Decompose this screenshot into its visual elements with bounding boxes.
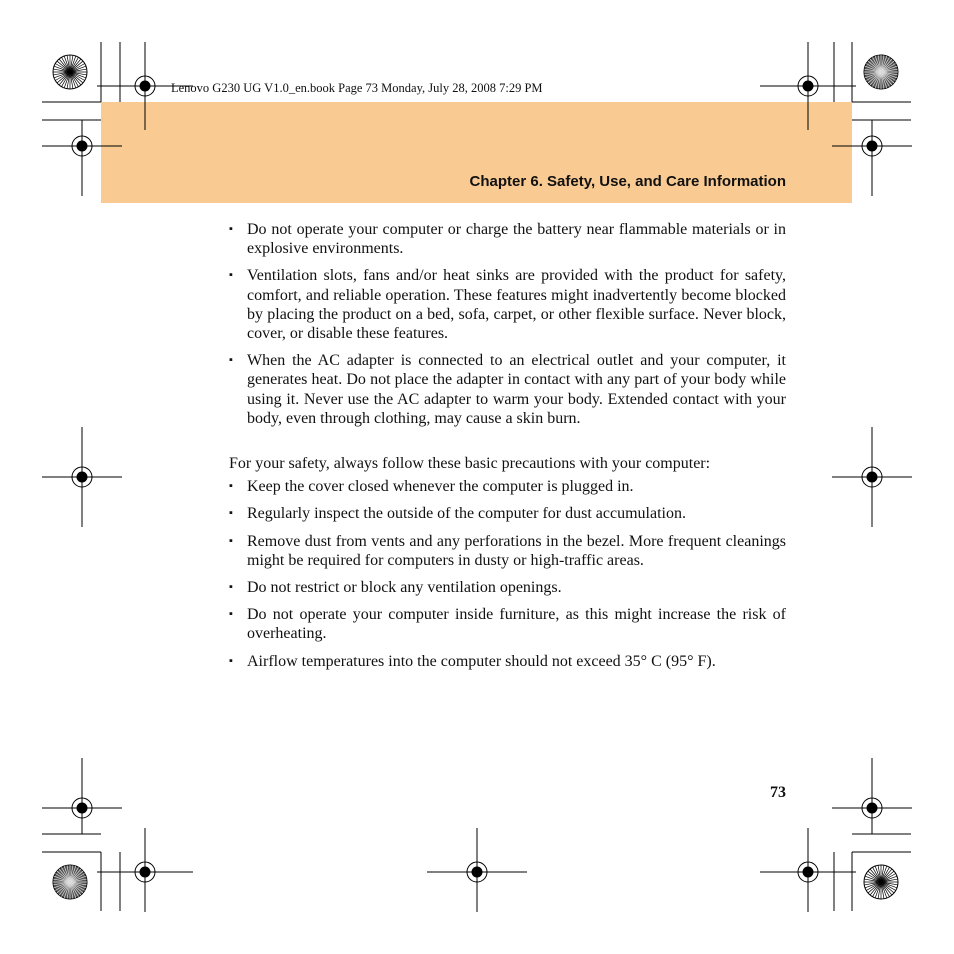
list-item: ▪ Remove dust from vents and any perforations in the bezel. More frequent cleanings might be required for computers in dusty or high-traffic areas. [229,532,786,569]
bullet-icon: ▪ [229,223,233,235]
bullet-icon: ▪ [229,534,233,547]
crosshair-icon [42,120,122,196]
crosshair-icon [832,120,912,196]
list-item: ▪ When the AC adapter is connected to an electrical outlet and your computer, it generates heat. Do not place the adapter in contact with any part of your body while using it. Never use the AC adapter to warm your body. Extended contact with your body, even through clothing, may cause a skin burn. [229,352,786,427]
safety-list-2 [229,477,786,671]
page-content [229,220,786,679]
chapter-title: Chapter 6. Safety, Use, and Care Information [469,173,786,190]
precautions-intro: For your safety, always follow these basic precautions with your computer: [229,455,711,473]
bullet-icon: ▪ [229,608,233,621]
list-item: ▪ Do not operate your computer or charge the battery near flammable materials or in explosive environments. [229,221,786,258]
crosshair-icon [832,758,912,834]
list-item: ▪ Do not restrict or block any ventilation openings. [229,579,562,597]
registration-sunburst-icon [53,55,87,89]
bullet-icon: ▪ [229,654,233,667]
list-item: ▪ Do not operate your computer inside furniture, as this might increase the risk of overheating. [229,606,786,643]
print-stamp: Lenovo G230 UG V1.0_en.book Page 73 Monday, July 28, 2008 7:29 PM [171,81,543,95]
crosshair-icon [97,828,193,912]
list-item: ▪ Ventilation slots, fans and/or heat sinks are provided with the product for safety, comfort, and reliable operation. These features might inadvertently become blocked by placing the product on a bed, sofa, carpet, or other flexible surface. Never block, cover, or disable these features. [229,267,786,343]
registration-sunburst-icon [864,865,898,899]
crosshair-icon [42,427,122,527]
crosshair-icon [832,427,912,527]
bullet-icon: ▪ [229,480,233,493]
crosshair-icon [760,42,856,130]
crosshair-icon [42,758,122,834]
crosshair-icon [760,828,856,912]
bullet-icon: ▪ [229,269,233,282]
bullet-icon: ▪ [229,581,233,594]
crosshair-icon [427,828,527,912]
bullet-icon: ▪ [229,354,233,367]
list-item: ▪ Airflow temperatures into the computer should not exceed 35° C (95° F). [229,652,716,670]
registration-sunburst-icon [53,865,87,899]
list-item: ▪ Keep the cover closed whenever the computer is plugged in. [229,478,634,496]
safety-list-1 [229,220,786,428]
crosshair-icon [97,42,193,130]
bullet-icon: ▪ [229,507,233,520]
page-number: 73 [770,784,786,801]
registration-sunburst-icon [864,55,898,89]
list-item: ▪ Regularly inspect the outside of the computer for dust accumulation. [229,505,686,523]
